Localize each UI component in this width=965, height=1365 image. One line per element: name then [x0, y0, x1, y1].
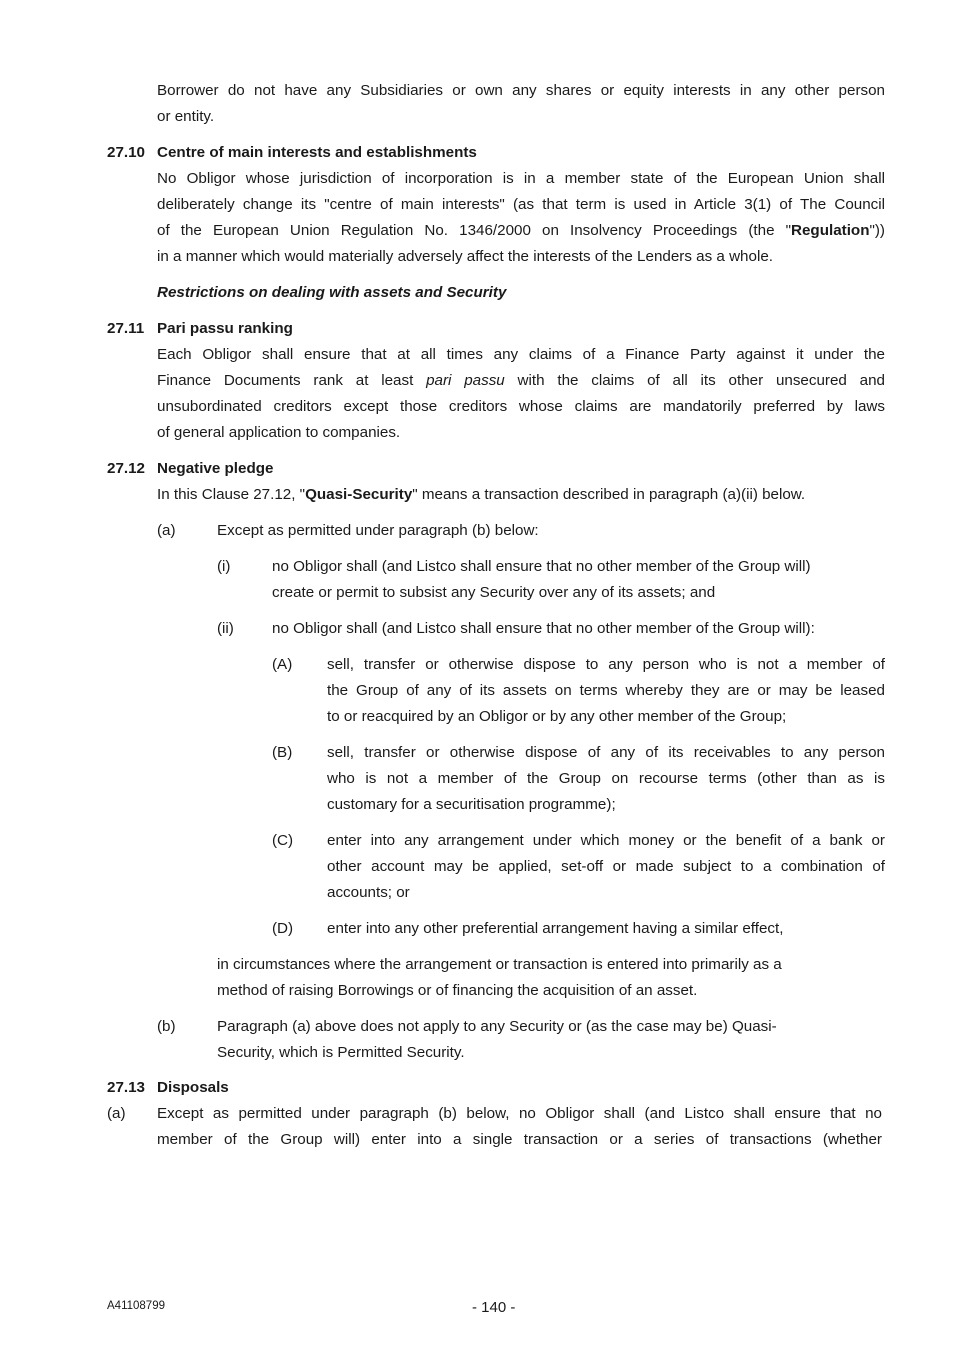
- para-b-line-2: Security, which is Permitted Security.: [217, 1044, 465, 1061]
- para-i-line-1: no Obligor shall (and Listco shall ensure that no other member of the Group will): [272, 558, 811, 575]
- para-A-line-2: the Group of any of its assets on terms whereby they are or may be leased: [327, 682, 885, 699]
- para-ii-label: (ii): [217, 620, 234, 637]
- clause-27-10-line-4: in a manner which would materially adversely affect the interests of the Lenders as a whole.: [157, 248, 773, 265]
- clause-27-11-line-4: of general application to companies.: [157, 424, 401, 441]
- circumstances-line-2: method of raising Borrowings or of financing the acquisition of an asset.: [217, 982, 698, 999]
- para-C-line-2: other account may be applied, set-off or made subject to a combination of: [327, 858, 885, 875]
- clause-27-11-number: 27.11: [107, 320, 145, 337]
- clause-27-10-line-3: of the European Union Regulation No. 1346/2000 on Insolvency Proceedings (the "Regulation")): [157, 222, 885, 239]
- para-a-text: Except as permitted under paragraph (b) below:: [217, 522, 539, 539]
- para-D-label: (D): [272, 920, 294, 937]
- clause-27-10-line-2: deliberately change its "centre of main interests" (as that term is used in Article 3(1) of The Council: [157, 196, 885, 213]
- para-B-line-1: sell, transfer or otherwise dispose of any of its receivables to any person: [327, 744, 885, 761]
- para-A-line-3: to or reacquired by an Obligor or by any other member of the Group;: [327, 708, 787, 725]
- para-B-line-3: customary for a securitisation programme);: [327, 796, 616, 813]
- intro-line-1: Borrower do not have any Subsidiaries or own any shares or equity interests in any other person: [157, 82, 885, 99]
- para-A-label: (A): [272, 656, 293, 673]
- para-i-line-2: create or permit to subsist any Security over any of its assets; and: [272, 584, 716, 601]
- subheading-restrictions: Restrictions on dealing with assets and Security: [157, 284, 507, 301]
- clause-27-11-line-2: Finance Documents rank at least pari passu with the claims of all its other unsecured and: [157, 372, 886, 389]
- clause-27-10-title: Centre of main interests and establishments: [157, 144, 477, 161]
- para-C-line-3: accounts; or: [327, 884, 410, 901]
- clause-27-12-number: 27.12: [107, 460, 146, 477]
- para-b-line-1: Paragraph (a) above does not apply to any Security or (as the case may be) Quasi-: [217, 1018, 777, 1035]
- page-number: - 140 -: [472, 1299, 516, 1316]
- para-A-line-1: sell, transfer or otherwise dispose to any person who is not a member of: [327, 656, 885, 673]
- para-a-label: (a): [157, 522, 176, 539]
- clause-27-12-title: Negative pledge: [157, 460, 274, 477]
- pari-passu-term: pari passu: [426, 372, 505, 389]
- clause-27-10-line-1: No Obligor whose jurisdiction of incorporation is in a member state of the European Union shall: [157, 170, 885, 187]
- circumstances-line-1: in circumstances where the arrangement or transaction is entered into primarily as a: [217, 956, 782, 973]
- para-i-label: (i): [217, 558, 231, 575]
- para-C-label: (C): [272, 832, 294, 849]
- clause-27-13-number: 27.13: [107, 1079, 146, 1096]
- para-b-label: (b): [157, 1018, 176, 1035]
- clause-27-13-a-label: (a): [107, 1105, 126, 1122]
- quasi-security-term: Quasi-Security: [305, 486, 413, 503]
- para-D-text: enter into any other preferential arrangement having a similar effect,: [327, 920, 784, 937]
- clause-27-13-a-line-1: Except as permitted under paragraph (b) below, no Obligor shall (and Listco shall ensure that no: [157, 1105, 882, 1122]
- document-reference: A41108799: [107, 1300, 165, 1312]
- clause-27-12-intro: In this Clause 27.12, "Quasi-Security" means a transaction described in paragraph (a)(ii) below.: [157, 486, 806, 503]
- regulation-term: Regulation: [791, 222, 870, 239]
- clause-27-13-a-line-2: member of the Group will) enter into a single transaction or a series of transactions (whether: [157, 1131, 882, 1148]
- para-B-line-2: who is not a member of the Group on recourse terms (other than as is: [327, 770, 885, 787]
- para-ii-text: no Obligor shall (and Listco shall ensure that no other member of the Group will):: [272, 620, 815, 637]
- para-C-line-1: enter into any arrangement under which money or the benefit of a bank or: [327, 832, 885, 849]
- para-B-label: (B): [272, 744, 293, 761]
- clause-27-11-title: Pari passu ranking: [157, 320, 293, 337]
- clause-27-13-title: Disposals: [157, 1079, 229, 1096]
- clause-27-11-line-1: Each Obligor shall ensure that at all times any claims of a Finance Party against it under the: [157, 346, 885, 363]
- intro-line-2: or entity.: [157, 108, 215, 125]
- clause-27-10-number: 27.10: [107, 144, 146, 161]
- clause-27-11-line-3: unsubordinated creditors except those creditors whose claims are mandatorily preferred by laws: [157, 398, 885, 415]
